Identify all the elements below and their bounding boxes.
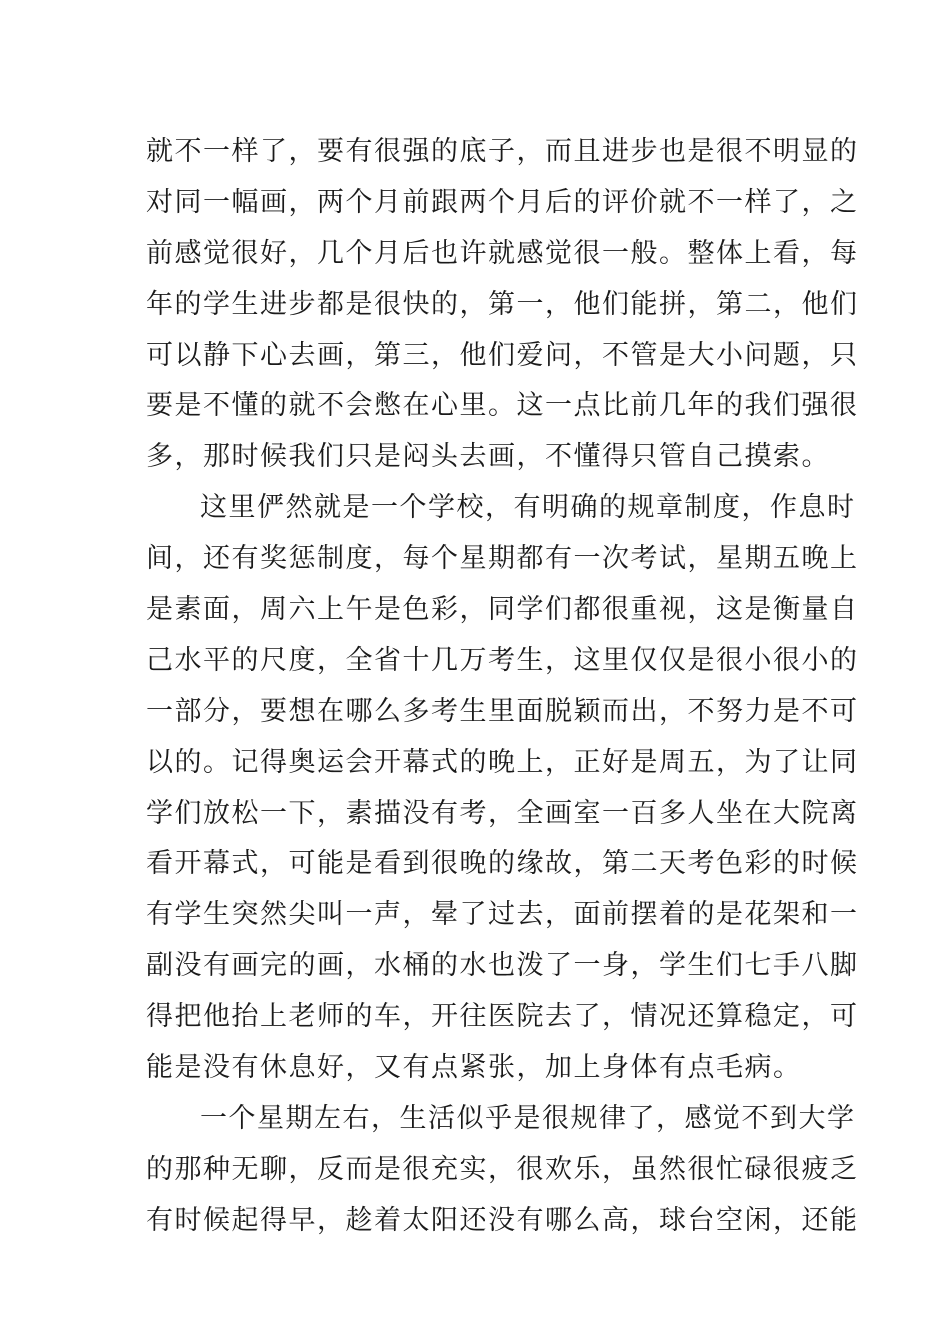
text-line: 副没有画完的画，水桶的水也泼了一身，学生们七手八脚 xyxy=(146,950,859,982)
body-text xyxy=(146,127,859,1247)
text-line: 多，那时候我们只是闷头去画，不懂得只管自己摸索。 xyxy=(146,441,830,473)
text-line: 的那种无聊，反而是很充实，很欢乐，虽然很忙碌很疲乏 xyxy=(146,1153,859,1185)
text-line: 可以静下心去画，第三，他们爱问，不管是大小问题，只 xyxy=(146,339,859,371)
text-line: 对同一幅画，两个月前跟两个月后的评价就不一样了，之 xyxy=(146,186,859,218)
text-line: 前感觉很好，几个月后也许就感觉很一般。整体上看，每 xyxy=(146,237,859,269)
text-line: 能是没有休息好，又有点紧张，加上身体有点毛病。 xyxy=(146,1052,802,1084)
text-line: 要是不懂的就不会憋在心里。这一点比前几年的我们强很 xyxy=(146,390,859,422)
text-line: 年的学生进步都是很快的，第一，他们能拼，第二，他们 xyxy=(146,288,859,320)
text-line: 就不一样了，要有很强的底子，而且进步也是很不明显的 xyxy=(146,136,859,167)
text-line: 是素面，周六上午是色彩，同学们都很重视，这是衡量自 xyxy=(146,594,859,626)
text-line: 有时候起得早，趁着太阳还没有哪么高，球台空闲，还能 xyxy=(146,1204,859,1236)
text-line: 学们放松一下，素描没有考，全画室一百多人坐在大院离 xyxy=(146,797,859,829)
paragraph-start-line: 这里俨然就是一个学校，有明确的规章制度，作息时 xyxy=(200,492,856,524)
text-line: 以的。记得奥运会开幕式的晚上，正好是周五，为了让同 xyxy=(146,746,859,778)
paragraph-start-line: 一个星期左右，生活似乎是很规律了，感觉不到大学 xyxy=(200,1102,856,1134)
text-line: 间，还有奖惩制度，每个星期都有一次考试，星期五晚上 xyxy=(146,543,859,575)
text-line: 有学生突然尖叫一声，晕了过去，面前摆着的是花架和一 xyxy=(146,899,859,931)
text-line: 看开幕式，可能是看到很晚的缘故，第二天考色彩的时候 xyxy=(146,848,859,880)
text-line: 一部分，要想在哪么多考生里面脱颖而出，不努力是不可 xyxy=(146,695,859,727)
text-line: 得把他抬上老师的车，开往医院去了，情况还算稳定，可 xyxy=(146,1001,859,1033)
text-line: 己水平的尺度，全省十几万考生，这里仅仅是很小很小的 xyxy=(146,644,859,676)
